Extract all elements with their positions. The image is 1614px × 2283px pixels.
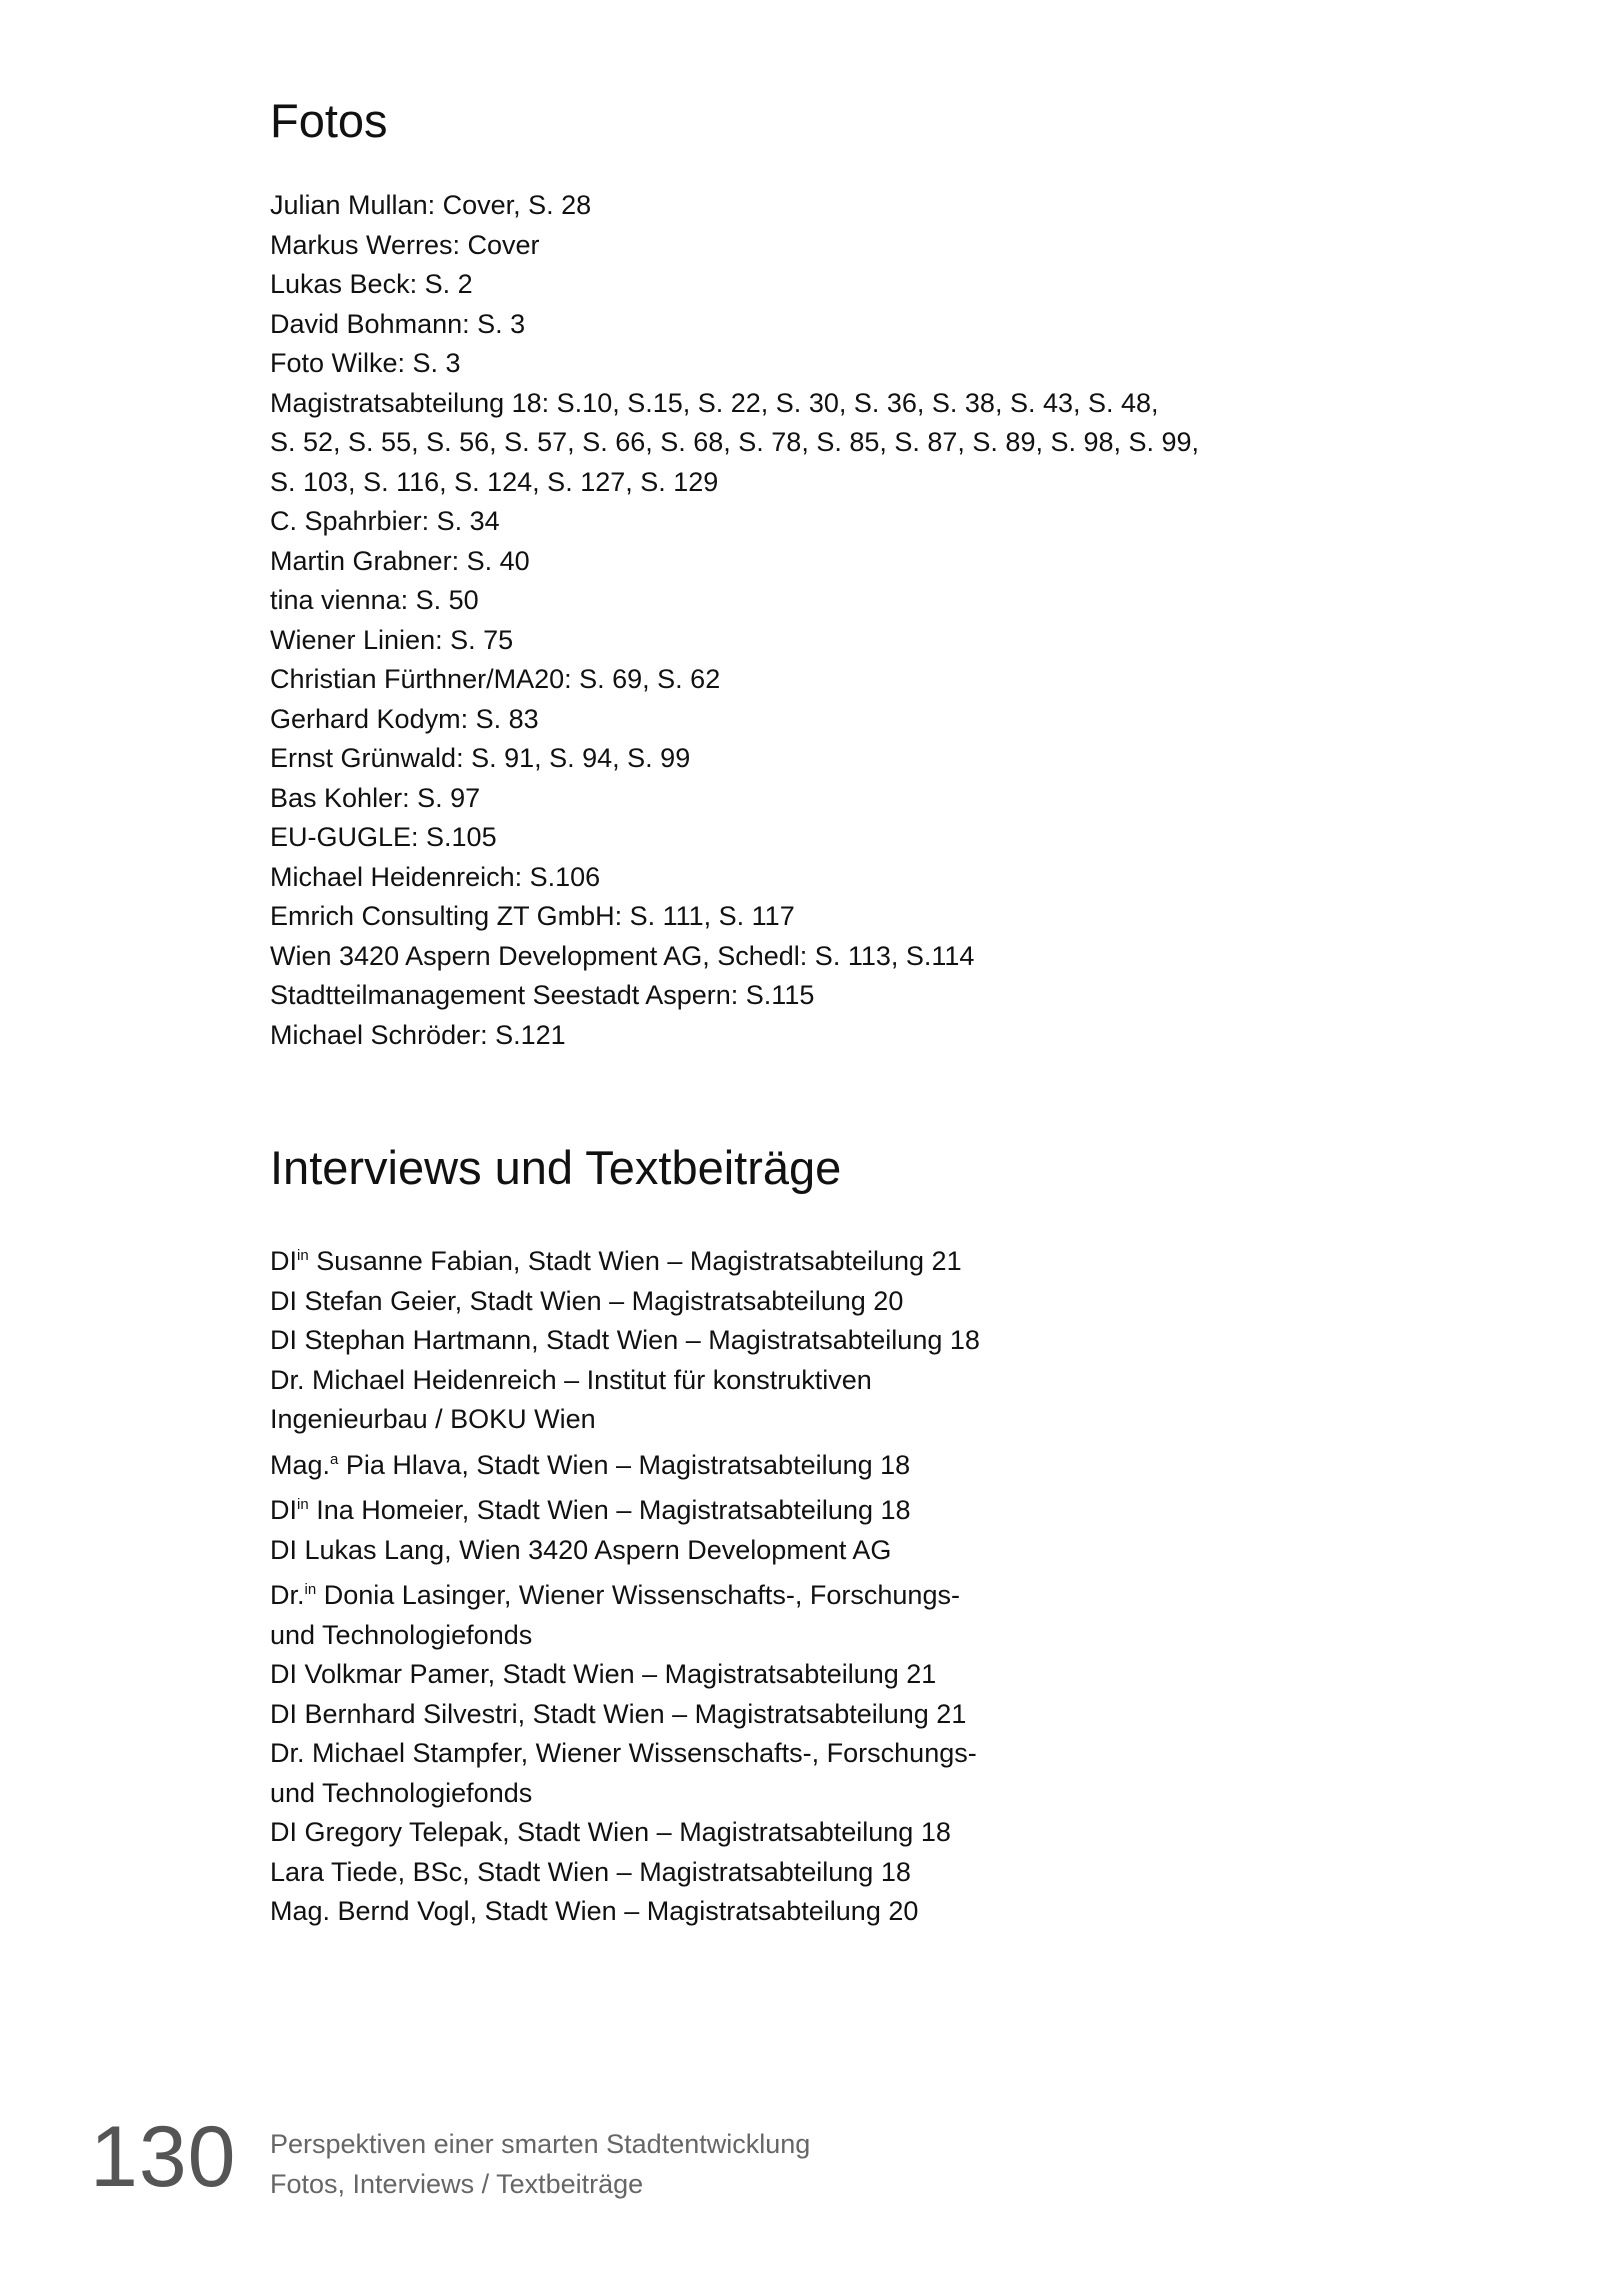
title-superscript: in [297, 1247, 309, 1264]
photo-credit-item [270, 818, 1199, 858]
photo-credit-line: Markus Werres: Cover [270, 229, 540, 260]
interviews-heading: Interviews und Textbeiträge [270, 1141, 842, 1194]
footer-section-title: Fotos, Interviews / Textbeiträge [270, 2169, 644, 2199]
photo-credit-line: David Bohmann: S. 3 [270, 308, 526, 339]
photo-credit-line: Stadtteilmanagement Seestadt Aspern: S.115 [270, 980, 815, 1010]
contributor-item [270, 1734, 980, 1813]
contributor-text: DI Bernhard Silvestri, Stadt Wien – Magistratsabteilung 21 [270, 1698, 967, 1729]
photo-credit-item [270, 700, 1199, 740]
photo-credit-item [270, 186, 1199, 226]
contributor-item [270, 1531, 980, 1571]
contributor-item [270, 1321, 980, 1361]
photo-credit-line: Julian Mullan: Cover, S. 28 [270, 190, 592, 220]
title-superscript: in [304, 1581, 317, 1598]
contributor-text: DI Stefan Geier, Stadt Wien – Magistratsabteilung 20 [270, 1285, 904, 1316]
contributor-text: Susanne Fabian, Stadt Wien – Magistratsabteilung 21 [308, 1246, 962, 1276]
photo-credit-line: Bas Kohler: S. 97 [270, 782, 481, 813]
photo-credit-line: Michael Schröder: S.121 [270, 1019, 566, 1050]
photo-credit-line: tina vienna: S. 50 [270, 585, 479, 615]
contributor-text: DI Volkmar Pamer, Stadt Wien – Magistratsabteilung 21 [270, 1659, 937, 1689]
photo-credit-line: S. 52, S. 55, S. 56, S. 57, S. 66, S. 68, S. 78, S. 85, S. 87, S. 89, S. 98, S. 99, [270, 427, 1200, 457]
contributor-text: Pia Hlava, Stadt Wien – Magistratsabteilung 18 [338, 1449, 911, 1480]
contributor-line [270, 1440, 980, 1486]
contributor-line [270, 1774, 980, 1814]
contributor-text: Mag. Bernd Vogl, Stadt Wien – Magistratsabteilung 20 [270, 1896, 919, 1926]
contributor-item [270, 1853, 980, 1893]
contributor-item [270, 1813, 980, 1853]
photo-credit-item [270, 226, 1199, 266]
photo-credit-item [270, 344, 1199, 384]
contributor-item [270, 1440, 980, 1486]
photo-credit-line: Ernst Grünwald: S. 91, S. 94, S. 99 [270, 743, 691, 773]
title-prefix: Dr. [270, 1580, 305, 1610]
contributor-line [270, 1485, 980, 1531]
contributor-item [270, 1570, 980, 1655]
title-superscript: in [297, 1496, 309, 1513]
contributor-text: Ingenieurbau / BOKU Wien [270, 1404, 596, 1434]
photo-credit-line: Lukas Beck: S. 2 [270, 269, 473, 299]
contributor-text: Lara Tiede, BSc, Stadt Wien – Magistratsabteilung 18 [270, 1856, 911, 1887]
photo-credit-line: Emrich Consulting ZT GmbH: S. 111, S. 117 [270, 901, 795, 931]
contributor-item [270, 1655, 980, 1695]
contributor-line [270, 1236, 980, 1282]
photo-credit-item [270, 660, 1199, 700]
contributor-item [270, 1236, 980, 1282]
photo-credit-line: Christian Fürthner/MA20: S. 69, S. 62 [270, 664, 721, 694]
contributor-line [270, 1655, 980, 1695]
contributor-item [270, 1892, 980, 1932]
contributor-line [270, 1695, 980, 1735]
title-prefix: DI [270, 1246, 297, 1276]
contributor-text: DI Stephan Hartmann, Stadt Wien – Magistratsabteilung 18 [270, 1325, 980, 1355]
contributor-item [270, 1361, 980, 1440]
photo-credit-item [270, 384, 1199, 503]
fotos-credit-list [270, 186, 1199, 1055]
photo-credit-line: Magistratsabteilung 18: S.10, S.15, S. 22, S. 30, S. 36, S. 38, S. 43, S. 48, [270, 387, 1159, 418]
contributor-text: Dr. Michael Heidenreich – Institut für konstruktiven [270, 1364, 872, 1395]
photo-credit-item [270, 542, 1199, 582]
contributor-line [270, 1853, 980, 1893]
contributor-line [270, 1361, 980, 1401]
photo-credit-item [270, 897, 1199, 937]
contributor-line [270, 1616, 980, 1656]
photo-credit-line: Martin Grabner: S. 40 [270, 545, 530, 576]
title-prefix: Mag. [270, 1449, 331, 1480]
photo-credit-line: Wiener Linien: S. 75 [270, 624, 514, 655]
contributor-text: Ina Homeier, Stadt Wien – Magistratsabteilung 18 [308, 1495, 911, 1525]
photo-credit-item [270, 1016, 1199, 1056]
contributor-text: DI Gregory Telepak, Stadt Wien – Magistratsabteilung 18 [270, 1817, 951, 1847]
photo-credit-line: Michael Heidenreich: S.106 [270, 861, 601, 892]
contributor-line [270, 1400, 980, 1440]
contributor-item [270, 1485, 980, 1531]
photo-credit-item [270, 502, 1199, 542]
photo-credit-line: Gerhard Kodym: S. 83 [270, 703, 539, 734]
title-prefix: DI [270, 1495, 297, 1525]
photo-credit-item [270, 265, 1199, 305]
photo-credit-line: C. Spahrbier: S. 34 [270, 506, 500, 536]
running-footer [270, 2124, 810, 2204]
photo-credit-item [270, 739, 1199, 779]
contributor-line [270, 1282, 980, 1322]
photo-credit-item [270, 779, 1199, 819]
contributor-text: DI Lukas Lang, Wien 3420 Aspern Development AG [270, 1534, 892, 1565]
footer-publication-title: Perspektiven einer smarten Stadtentwicklung [270, 2129, 811, 2159]
photo-credit-line: Wien 3420 Aspern Development AG, Schedl: S. 113, S.114 [270, 940, 975, 971]
contributor-text: und Technologiefonds [270, 1619, 533, 1650]
photo-credit-line: S. 103, S. 116, S. 124, S. 127, S. 129 [270, 466, 719, 497]
contributor-text: Dr. Michael Stampfer, Wiener Wissenschafts-, Forschungs- [270, 1738, 977, 1768]
contributor-line [270, 1531, 980, 1571]
contributor-line [270, 1734, 980, 1774]
contributor-item [270, 1695, 980, 1735]
contributor-text: und Technologiefonds [270, 1777, 533, 1808]
page-number: 130 [90, 2109, 237, 2205]
photo-credit-item [270, 581, 1199, 621]
photo-credit-line: Foto Wilke: S. 3 [270, 348, 461, 378]
contributor-line [270, 1892, 980, 1932]
photo-credit-item [270, 858, 1199, 898]
interviews-contributor-list [270, 1236, 980, 1932]
photo-credit-item [270, 937, 1199, 977]
contributor-item [270, 1282, 980, 1322]
contributor-text: Donia Lasinger, Wiener Wissenschafts-, Forschungs- [316, 1580, 960, 1610]
photo-credit-item [270, 305, 1199, 345]
contributor-line [270, 1813, 980, 1853]
contributor-line [270, 1570, 980, 1616]
photo-credit-line: EU-GUGLE: S.105 [270, 822, 497, 852]
fotos-heading: Fotos [270, 94, 388, 147]
title-superscript: a [330, 1450, 339, 1468]
photo-credit-item [270, 976, 1199, 1016]
contributor-line [270, 1321, 980, 1361]
photo-credit-item [270, 621, 1199, 661]
